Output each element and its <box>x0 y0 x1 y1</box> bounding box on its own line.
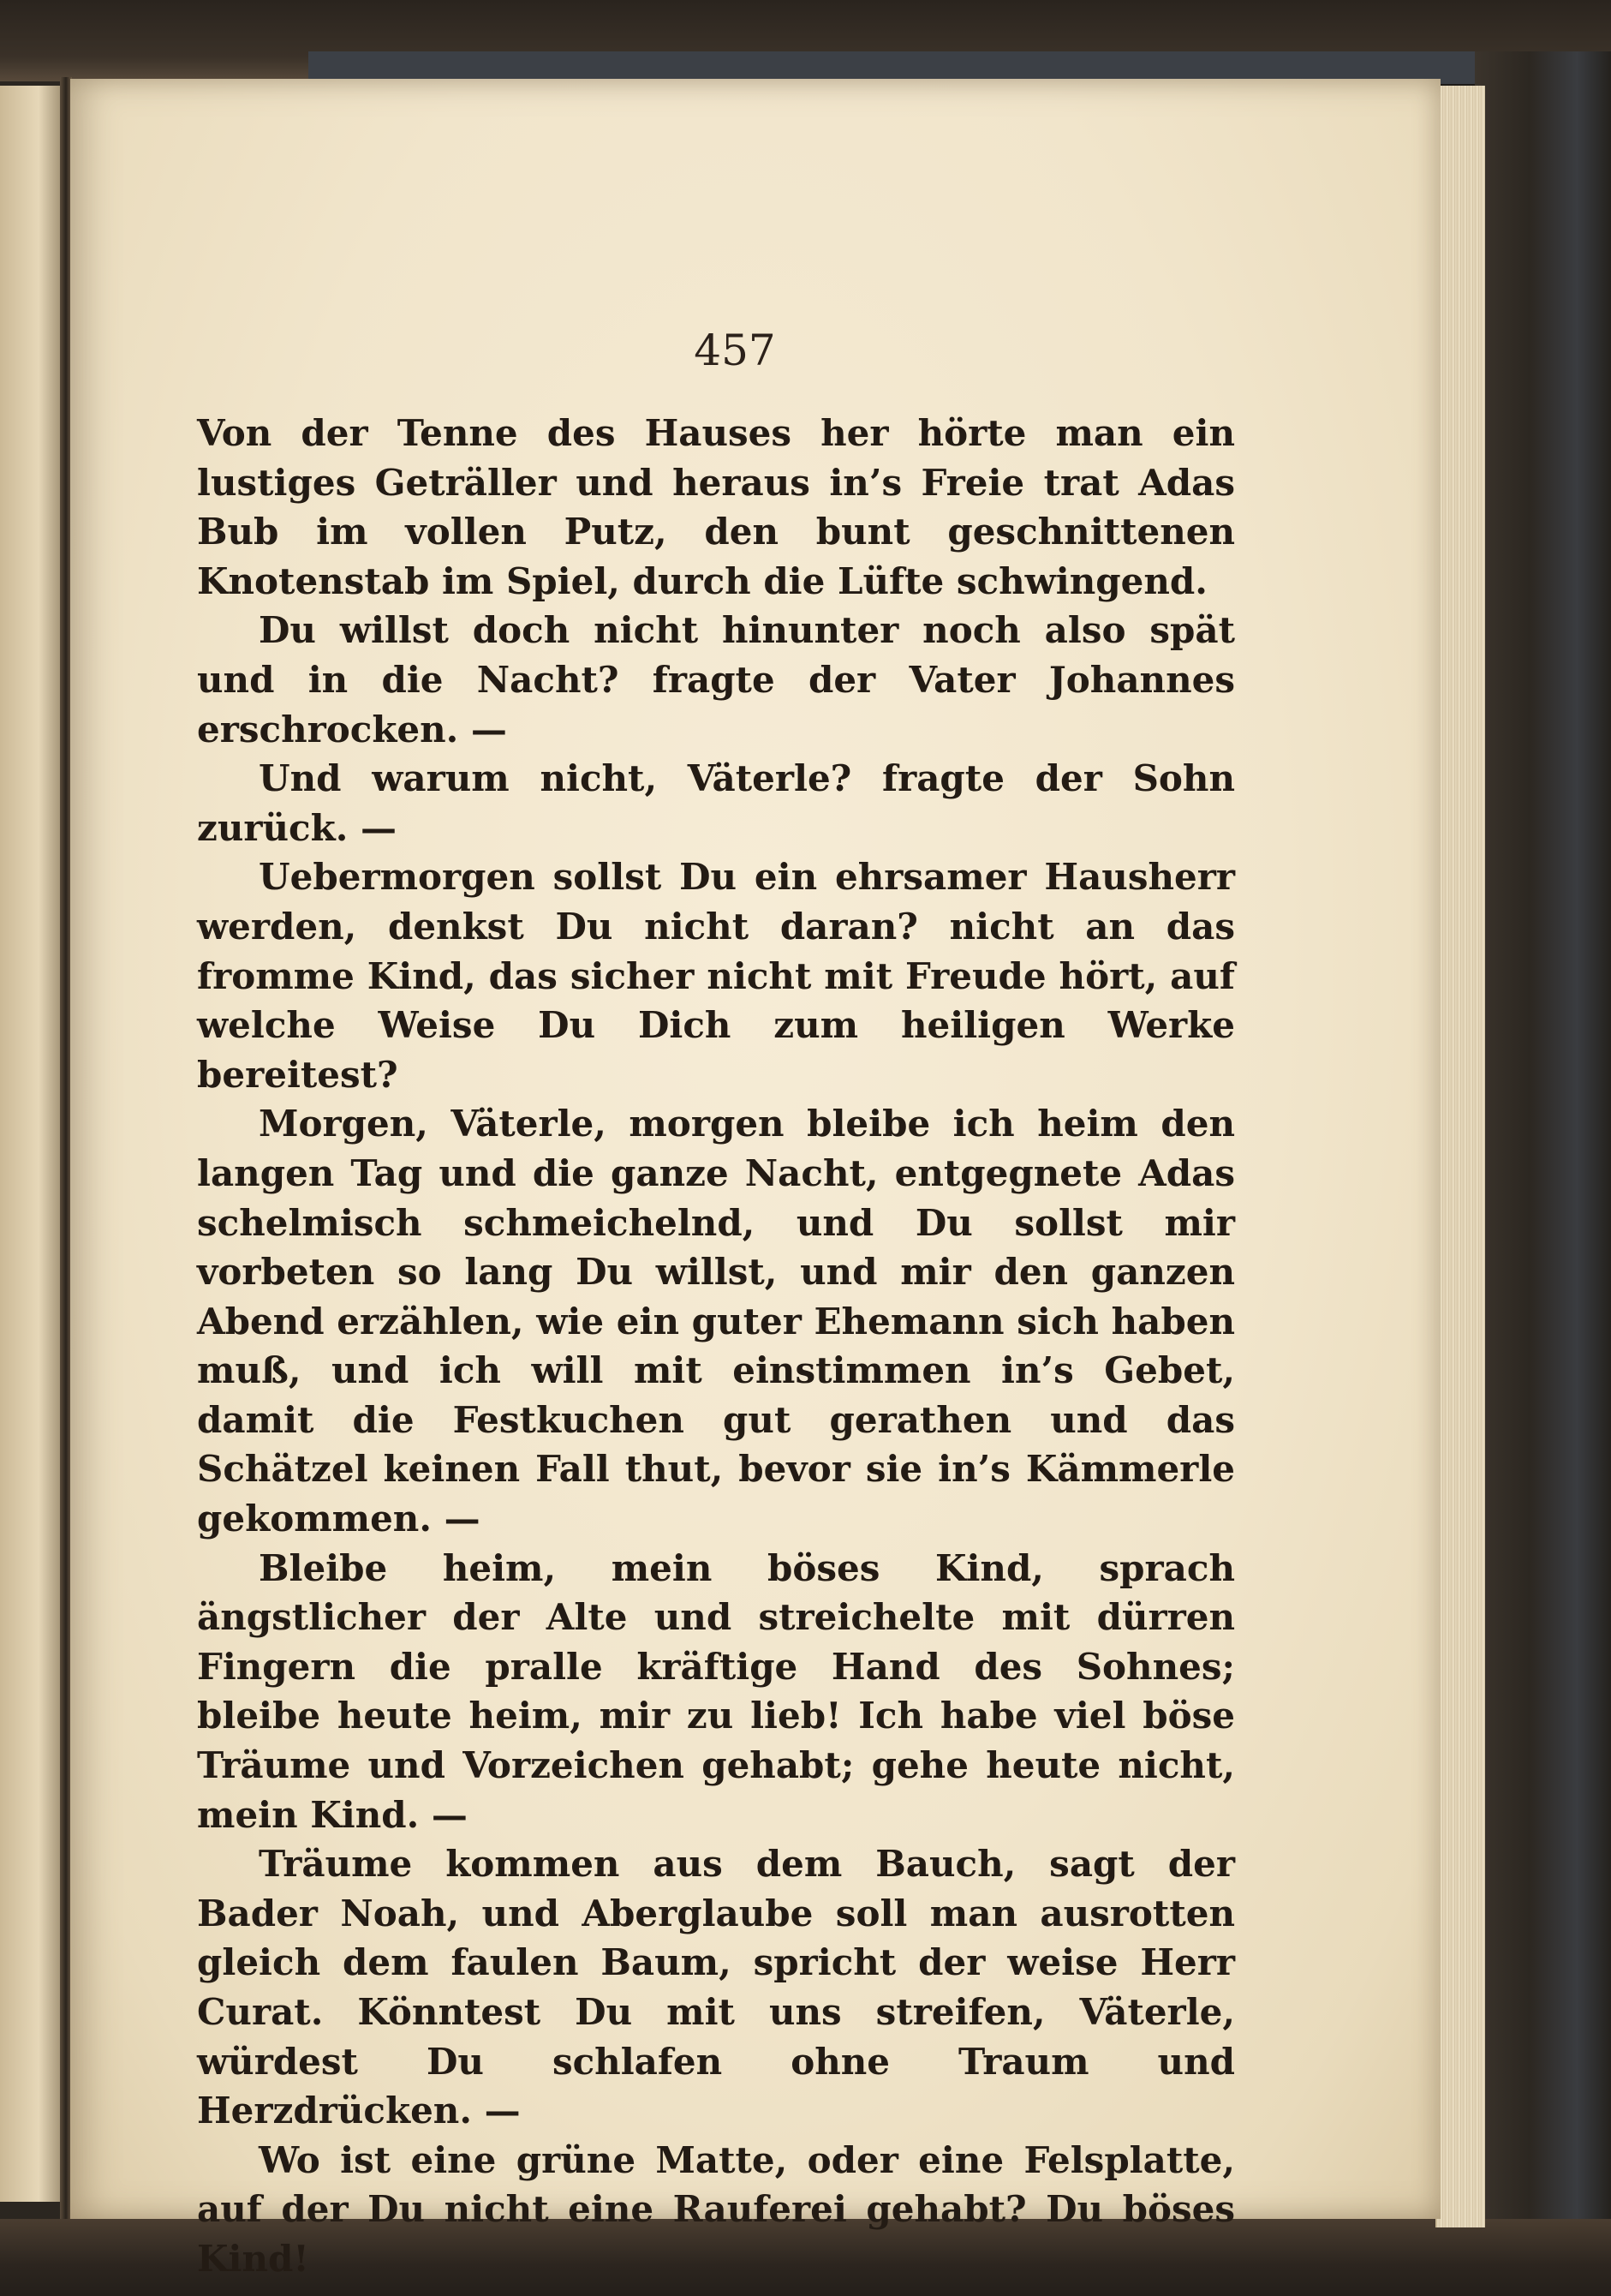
paragraph: Von der Tenne des Hauses her hörte man ein lustiges Geträller und heraus in’s Freie trat Adas Bub im vollen Putz, den bunt geschnittenen Knotenstab im Spiel, durch die Lüfte schwingend. <box>197 412 1235 602</box>
paragraph: Träume kommen aus dem Bauch, sagt der Bader Noah, und Aberglaube soll man ausrotten gleich dem faulen Baum, spricht der weise Herr Curat. Könntest Du mit uns streifen, Väterle, würdest Du schlafen ohne Traum und Herzdrücken. — <box>197 1843 1235 2132</box>
paragraph: Bleibe heim, mein böses Kind, sprach ängstlicher der Alte und streichelte mit dürren Fingern die pralle kräftige Hand des Sohnes; bleibe heute heim, mir zu lieb! Ich habe viel böse Träume und Vorzeichen gehabt; gehe heute nicht, mein Kind. — <box>197 1546 1235 1836</box>
book-cover-right <box>1475 51 1611 2296</box>
paragraph: Und warum nicht, Väterle? fragte der Sohn zurück. — <box>197 757 1235 849</box>
page-stack-edges <box>1435 86 1485 2227</box>
paragraph: Uebermorgen sollst Du ein ehrsamer Hausherr werden, denkst Du nicht daran? nicht an das fromme Kind, das sicher nicht mit Freude hört, auf welche Weise Du Dich zum heiligen Werke bereitest? <box>197 856 1235 1096</box>
paragraph: Morgen, Väterle, morgen bleibe ich heim den langen Tag und die ganze Nacht, entgegnete Adas schelmisch schmeichelnd, und Du sollst mir vorbeten so lang Du willst, und mir den ganzen Abend erzählen, wie ein guter Ehemann sich haben muß, und ich will mit einstimmen in’s Gebet, damit die Festkuchen gut gerathen und das Schätzel keinen Fall thut, bevor sie in’s Kämmerle gekommen. — <box>197 1103 1235 1540</box>
facing-page-edge <box>0 86 64 2202</box>
body-text <box>197 409 1235 2284</box>
book-page <box>70 79 1441 2280</box>
page-number: 457 <box>694 326 776 375</box>
paragraph: Wo ist eine grüne Matte, oder eine Felsplatte, auf der Du nicht eine Rauferei gehabt? Du böses Kind! <box>197 2138 1235 2280</box>
paragraph: Du willst doch nicht hinunter noch also spät und in die Nacht? fragte der Vater Johannes erschrocken. — <box>197 609 1235 750</box>
